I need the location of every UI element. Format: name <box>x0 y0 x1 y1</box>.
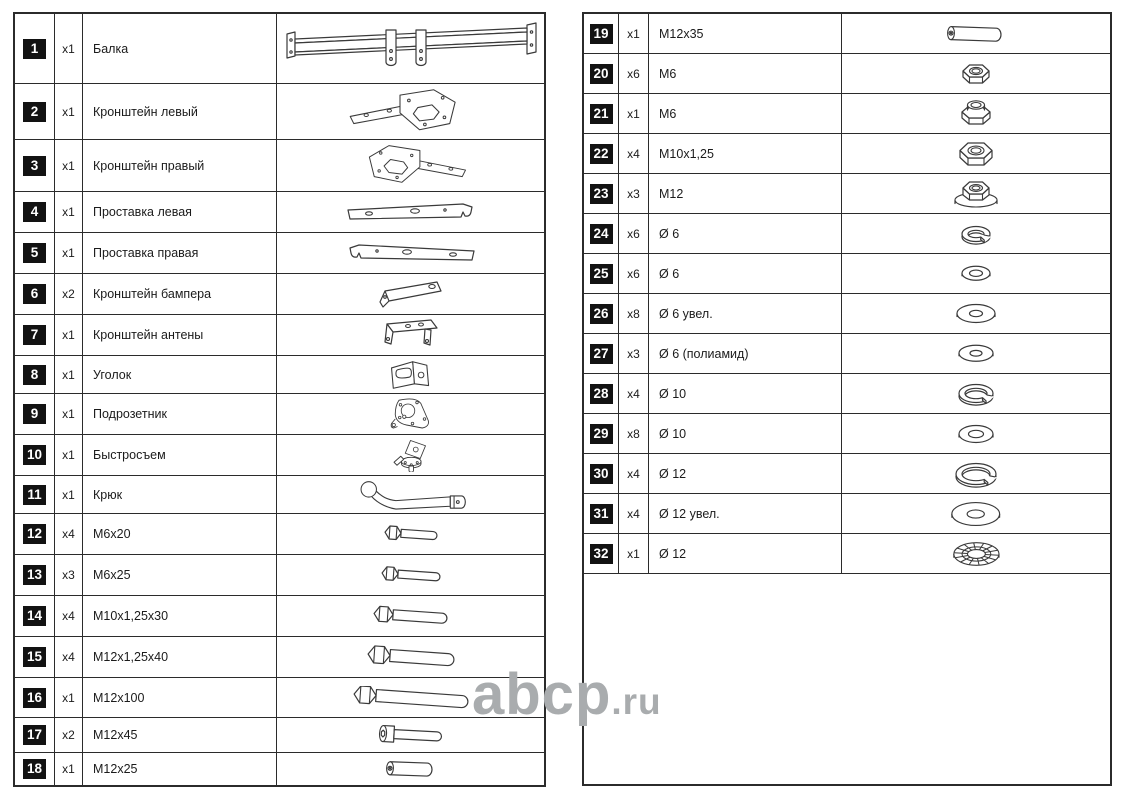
item-number-cell <box>15 233 55 273</box>
item-number-badge: 26 <box>590 304 613 324</box>
table-row <box>15 753 544 785</box>
item-number-badge: 29 <box>590 424 613 444</box>
item-illustration-cell <box>842 454 1110 493</box>
item-number-badge: 25 <box>590 264 613 284</box>
table-row <box>584 334 1110 374</box>
item-illustration-cell <box>277 435 544 475</box>
item-number-cell <box>584 294 619 333</box>
table-row <box>15 14 544 84</box>
beam-icon <box>280 18 542 80</box>
item-label: Подрозетник <box>83 394 277 434</box>
item-number-badge: 28 <box>590 384 613 404</box>
item-number-cell <box>15 435 55 475</box>
item-label: Ø 12 <box>649 534 842 573</box>
item-illustration-cell <box>277 315 544 355</box>
table-row <box>15 315 544 356</box>
item-illustration-cell <box>277 192 544 232</box>
item-number-cell <box>15 476 55 513</box>
socket-bolt-icon <box>377 723 445 747</box>
bumper-bracket-icon <box>376 278 446 310</box>
item-quantity: x1 <box>55 192 83 232</box>
item-label: M6 <box>649 54 842 93</box>
item-illustration-cell <box>842 414 1110 453</box>
item-number-badge: 3 <box>23 156 46 176</box>
item-number-cell <box>584 494 619 533</box>
item-label: M6 <box>649 94 842 133</box>
nylock-nut-icon <box>959 100 993 128</box>
flat-washer-m-icon <box>954 300 998 327</box>
item-number-cell <box>15 315 55 355</box>
item-number-badge: 5 <box>23 243 46 263</box>
item-quantity: x1 <box>619 534 649 573</box>
item-number-badge: 14 <box>23 606 46 626</box>
item-label: Ø 6 <box>649 254 842 293</box>
item-illustration-cell <box>277 678 544 717</box>
item-label: M12x35 <box>649 14 842 53</box>
item-illustration-cell <box>277 718 544 752</box>
hex-bolt-s2-icon <box>378 565 444 585</box>
item-label: M12x25 <box>83 753 277 785</box>
item-number-badge: 16 <box>23 688 46 708</box>
item-number-cell <box>15 84 55 139</box>
item-number-badge: 18 <box>23 759 46 779</box>
item-quantity: x4 <box>619 134 649 173</box>
item-number-cell <box>584 254 619 293</box>
item-quantity: x8 <box>619 294 649 333</box>
item-number-cell <box>584 134 619 173</box>
item-quantity: x1 <box>55 476 83 513</box>
item-illustration-cell <box>842 534 1110 573</box>
table-row <box>584 174 1110 214</box>
spring-washer-s-icon <box>958 222 994 246</box>
table-row <box>584 534 1110 574</box>
tooth-washer-icon <box>951 538 1002 570</box>
item-illustration-cell <box>277 233 544 273</box>
item-number-cell <box>15 274 55 314</box>
table-row <box>584 294 1110 334</box>
item-number-cell <box>15 356 55 393</box>
item-quantity: x1 <box>55 435 83 475</box>
item-quantity: x1 <box>55 140 83 191</box>
table-row <box>15 140 544 192</box>
item-number-badge: 22 <box>590 144 613 164</box>
table-row <box>584 134 1110 174</box>
item-quantity: x3 <box>619 334 649 373</box>
item-label: Ø 6 <box>649 214 842 253</box>
item-quantity: x4 <box>619 494 649 533</box>
item-illustration-cell <box>277 356 544 393</box>
tow-hook-icon <box>350 480 472 510</box>
item-illustration-cell <box>842 334 1110 373</box>
item-label: Проставка правая <box>83 233 277 273</box>
item-number-cell <box>584 414 619 453</box>
table-row <box>15 84 544 140</box>
item-number-cell <box>584 534 619 573</box>
table-row <box>584 214 1110 254</box>
item-number-cell <box>584 14 619 53</box>
flange-nut-icon <box>953 178 999 210</box>
item-quantity: x1 <box>55 356 83 393</box>
item-illustration-cell <box>277 84 544 139</box>
item-quantity: x4 <box>55 514 83 554</box>
table-row <box>584 94 1110 134</box>
item-quantity: x3 <box>55 555 83 595</box>
bracket-left-icon <box>344 88 477 136</box>
item-number-cell <box>15 678 55 717</box>
flat-washer-l-icon <box>949 498 1002 530</box>
item-illustration-cell <box>842 134 1110 173</box>
item-illustration-cell <box>842 14 1110 53</box>
item-illustration-cell <box>277 394 544 434</box>
item-label: M6x25 <box>83 555 277 595</box>
table-row <box>15 394 544 435</box>
empty-area <box>584 574 1110 784</box>
parts-table-left <box>13 12 546 787</box>
parts-table-right <box>582 12 1112 786</box>
item-label: Кронштейн антены <box>83 315 277 355</box>
item-illustration-cell <box>842 494 1110 533</box>
item-number-badge: 32 <box>590 544 613 564</box>
table-row <box>584 14 1110 54</box>
item-label: M6x20 <box>83 514 277 554</box>
item-illustration-cell <box>842 294 1110 333</box>
item-number-badge: 23 <box>590 184 613 204</box>
table-row <box>584 54 1110 94</box>
item-number-badge: 7 <box>23 325 46 345</box>
item-quantity: x6 <box>619 254 649 293</box>
item-number-badge: 6 <box>23 284 46 304</box>
item-quantity: x6 <box>619 54 649 93</box>
table-row <box>15 555 544 596</box>
item-label: M12 <box>649 174 842 213</box>
table-row <box>15 637 544 678</box>
item-quantity: x8 <box>619 414 649 453</box>
item-number-badge: 12 <box>23 524 46 544</box>
item-number-cell <box>15 753 55 785</box>
item-number-cell <box>584 454 619 493</box>
item-quantity: x4 <box>619 374 649 413</box>
antenna-bracket-icon <box>379 319 443 351</box>
item-illustration-cell <box>277 14 544 83</box>
item-illustration-cell <box>842 94 1110 133</box>
item-number-badge: 13 <box>23 565 46 585</box>
table-row <box>584 254 1110 294</box>
item-number-cell <box>15 555 55 595</box>
item-quantity: x2 <box>55 718 83 752</box>
item-label: Кронштейн правый <box>83 140 277 191</box>
table-row <box>15 274 544 315</box>
item-quantity: x3 <box>619 174 649 213</box>
bracket-right-icon <box>349 144 471 188</box>
spring-washer-m-icon <box>955 380 997 407</box>
hex-bolt-s-icon <box>381 524 441 544</box>
item-number-badge: 24 <box>590 224 613 244</box>
item-number-badge: 17 <box>23 725 46 745</box>
item-quantity: x4 <box>55 596 83 636</box>
item-quantity: x1 <box>55 84 83 139</box>
flat-washer-10-icon <box>956 421 996 447</box>
item-quantity: x1 <box>55 678 83 717</box>
item-label: Ø 6 (полиамид) <box>649 334 842 373</box>
item-illustration-cell <box>842 374 1110 413</box>
item-number-badge: 21 <box>590 104 613 124</box>
item-number-badge: 4 <box>23 202 46 222</box>
item-illustration-cell <box>277 596 544 636</box>
item-number-badge: 10 <box>23 445 46 465</box>
item-label: Ø 12 <box>649 454 842 493</box>
table-row <box>15 678 544 718</box>
item-label: Ø 10 <box>649 414 842 453</box>
sleeve-bolt-icon <box>946 25 1006 43</box>
angle-bracket-icon <box>388 360 434 390</box>
item-number-cell <box>15 192 55 232</box>
item-quantity: x4 <box>55 637 83 677</box>
item-quantity: x1 <box>55 315 83 355</box>
item-label: M10x1,25 <box>649 134 842 173</box>
item-label: Балка <box>83 14 277 83</box>
item-number-cell <box>584 54 619 93</box>
item-number-cell <box>584 214 619 253</box>
socket-plate-icon <box>390 398 432 431</box>
flat-washer-s-icon <box>959 262 993 285</box>
sleeve-bolt-short-icon <box>385 760 437 778</box>
item-number-cell <box>584 334 619 373</box>
item-quantity: x1 <box>55 753 83 785</box>
item-number-badge: 31 <box>590 504 613 524</box>
item-number-badge: 9 <box>23 404 46 424</box>
spacer-left-icon <box>343 202 479 222</box>
item-label: Кронштейн левый <box>83 84 277 139</box>
table-row <box>15 514 544 555</box>
table-row <box>584 374 1110 414</box>
item-quantity: x1 <box>55 394 83 434</box>
item-number-cell <box>584 374 619 413</box>
item-number-badge: 19 <box>590 24 613 44</box>
table-row <box>584 454 1110 494</box>
table-row <box>584 494 1110 534</box>
spring-washer-l-icon <box>952 459 1000 489</box>
item-number-badge: 15 <box>23 647 46 667</box>
item-number-cell <box>15 394 55 434</box>
item-number-cell <box>15 514 55 554</box>
item-label: Кронштейн бампера <box>83 274 277 314</box>
item-illustration-cell <box>842 214 1110 253</box>
quick-release-icon <box>391 439 430 472</box>
item-quantity: x1 <box>55 233 83 273</box>
item-illustration-cell <box>277 274 544 314</box>
item-label: M12x100 <box>83 678 277 717</box>
item-quantity: x1 <box>55 14 83 83</box>
item-label: M12x45 <box>83 718 277 752</box>
item-illustration-cell <box>277 476 544 513</box>
item-number-cell <box>584 174 619 213</box>
item-label: Быстросъем <box>83 435 277 475</box>
hex-nut-m-icon <box>957 139 995 169</box>
item-quantity: x1 <box>619 94 649 133</box>
item-illustration-cell <box>277 637 544 677</box>
item-label: Крюк <box>83 476 277 513</box>
hex-bolt-m-icon <box>370 605 451 627</box>
item-label: Ø 10 <box>649 374 842 413</box>
item-number-badge: 20 <box>590 64 613 84</box>
item-illustration-cell <box>842 54 1110 93</box>
table-row <box>15 435 544 476</box>
item-number-badge: 2 <box>23 102 46 122</box>
item-label: Ø 12 увел. <box>649 494 842 533</box>
item-number-cell <box>15 14 55 83</box>
item-number-cell <box>15 596 55 636</box>
item-quantity: x2 <box>55 274 83 314</box>
item-number-badge: 8 <box>23 365 46 385</box>
table-row <box>15 356 544 394</box>
watermark-domain-text: .ru <box>611 681 662 722</box>
item-quantity: x1 <box>619 14 649 53</box>
table-row <box>15 476 544 514</box>
item-illustration-cell <box>842 174 1110 213</box>
item-number-badge: 11 <box>23 485 46 505</box>
item-illustration-cell <box>277 555 544 595</box>
item-illustration-cell <box>277 514 544 554</box>
item-number-badge: 30 <box>590 464 613 484</box>
item-illustration-cell <box>277 753 544 785</box>
table-row <box>15 192 544 233</box>
item-quantity: x6 <box>619 214 649 253</box>
item-label: M10x1,25x30 <box>83 596 277 636</box>
item-number-cell <box>15 637 55 677</box>
item-label: Ø 6 увел. <box>649 294 842 333</box>
item-label: M12x1,25x40 <box>83 637 277 677</box>
item-illustration-cell <box>277 140 544 191</box>
item-number-badge: 27 <box>590 344 613 364</box>
item-quantity: x4 <box>619 454 649 493</box>
item-number-cell <box>15 140 55 191</box>
item-number-cell <box>584 94 619 133</box>
item-illustration-cell <box>842 254 1110 293</box>
spacer-right-icon <box>343 243 479 263</box>
watermark-logo-text: abcp <box>472 662 612 727</box>
hex-nut-s-icon <box>960 61 992 87</box>
hex-bolt-xl-icon <box>350 686 472 710</box>
table-row <box>15 233 544 274</box>
flat-washer-poly-icon <box>956 341 996 366</box>
table-row <box>15 596 544 637</box>
item-label: Уголок <box>83 356 277 393</box>
item-number-cell <box>15 718 55 752</box>
table-row <box>584 414 1110 454</box>
item-number-badge: 1 <box>23 39 46 59</box>
table-row <box>15 718 544 753</box>
hex-bolt-l-icon <box>364 645 458 669</box>
item-label: Проставка левая <box>83 192 277 232</box>
